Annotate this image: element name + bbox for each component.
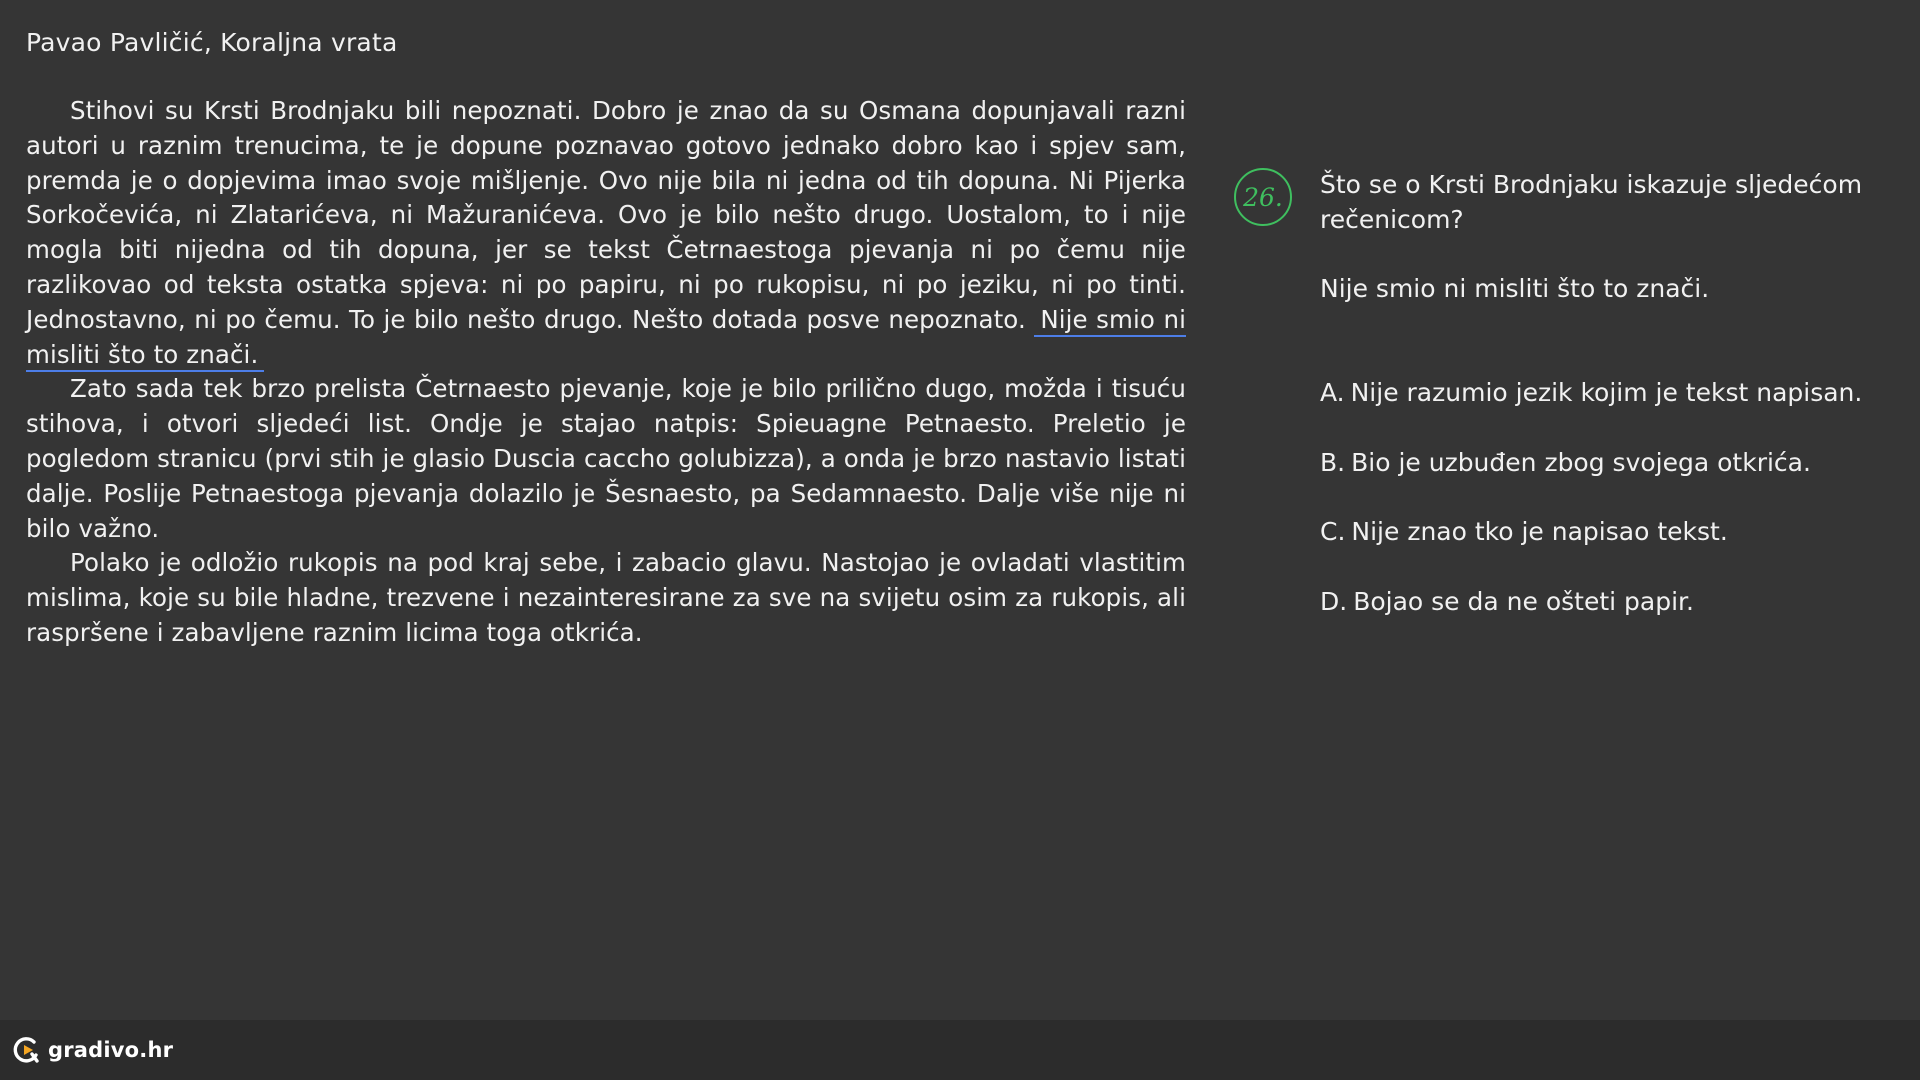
underlined-sentence: Nije smio ni misliti što to znači. [26,305,1186,372]
answer-option-b[interactable] [1320,446,1880,516]
answer-letter: D. [1320,586,1348,616]
answer-text: Nije razumio jezik kojim je tekst napisan. [1350,378,1863,407]
reading-passage [26,94,1186,651]
gradivo-logo-icon [12,1035,42,1065]
answer-text: Bojao se da ne ošteti papir. [1353,586,1694,616]
passage-paragraph-3: Polako je odložio rukopis na pod kraj sebe, i zabacio glavu. Nastojao je ovladati vlastitim mislima, koje su bile hladne, trezvene i nezainteresirane za sve na svijetu osim za rukopis, ali raspršene i zabavljene raznim licima toga otkrića. [26,548,1186,647]
question-text: Što se o Krsti Brodnjaku iskazuje sljedećom rečenicom? [1320,170,1863,234]
answer-option-c[interactable] [1320,515,1880,585]
footer-bar [0,1020,1920,1080]
question-number-badge: 26. [1234,168,1292,226]
question-quote: Nije smio ni misliti što to znači. [1320,274,1710,303]
brand-name: gradivo.hr [48,1038,174,1062]
answer-letter: B. [1320,447,1346,477]
brand-link[interactable] [12,1035,173,1065]
source-title: Pavao Pavličić, Koraljna vrata [26,28,398,57]
passage-paragraph-1-text: Stihovi su Krsti Brodnjaku bili nepoznati. Dobro je znao da su Osmana dopunjavali razni autori u raznim trenucima, te je dopune poznavao gotovo jednako dobro kao i spjev sam, premda je o dopjevima imao svoje mišljenje. Ovo nije bila ni jedna od tih dopuna. Ni Pijerka Sorkočevića, ni Zlatarićeva, ni Mažuranićeva. Ovo je bilo nešto drugo. Uostalom, to i nije mogla biti nijedna od tih dopuna, jer se tekst Četrnaestoga pjevanja ni po čemu nije razlikovao od teksta ostatka spjeva: ni po papiru, ni po rukopisu, ni po jeziku, ni po tinti. Jednostavno, ni po čemu. To je bilo nešto drugo. Nešto dotada posve nepoznato. [26,96,1186,334]
answer-letter: C. [1320,517,1346,546]
answer-list [1320,376,1880,654]
answer-option-d[interactable] [1320,585,1880,655]
passage-paragraph-1 [26,94,1186,372]
answer-option-a[interactable] [1320,376,1880,446]
answer-text: Nije znao tko je napisao tekst. [1351,517,1728,546]
passage-paragraph-2: Zato sada tek brzo prelista Četrnaesto pjevanje, koje je bilo prilično dugo, možda i tisuću stihova, i otvori sljedeći list. Ondje je stajao natpis: Spieuagne Petnaesto. Preletio je pogledom stranicu (prvi stih je glasio Duscia caccho golubizza), a onda je brzo nastavio listati dalje. Poslije Petnaestoga pjevanja dolazilo je Šesnaesto, pa Sedamnaesto. Dalje više nije ni bilo važno. [26,374,1186,543]
answer-letter: A. [1320,378,1345,407]
answer-text: Bio je uzbuđen zbog svojega otkrića. [1351,447,1811,477]
